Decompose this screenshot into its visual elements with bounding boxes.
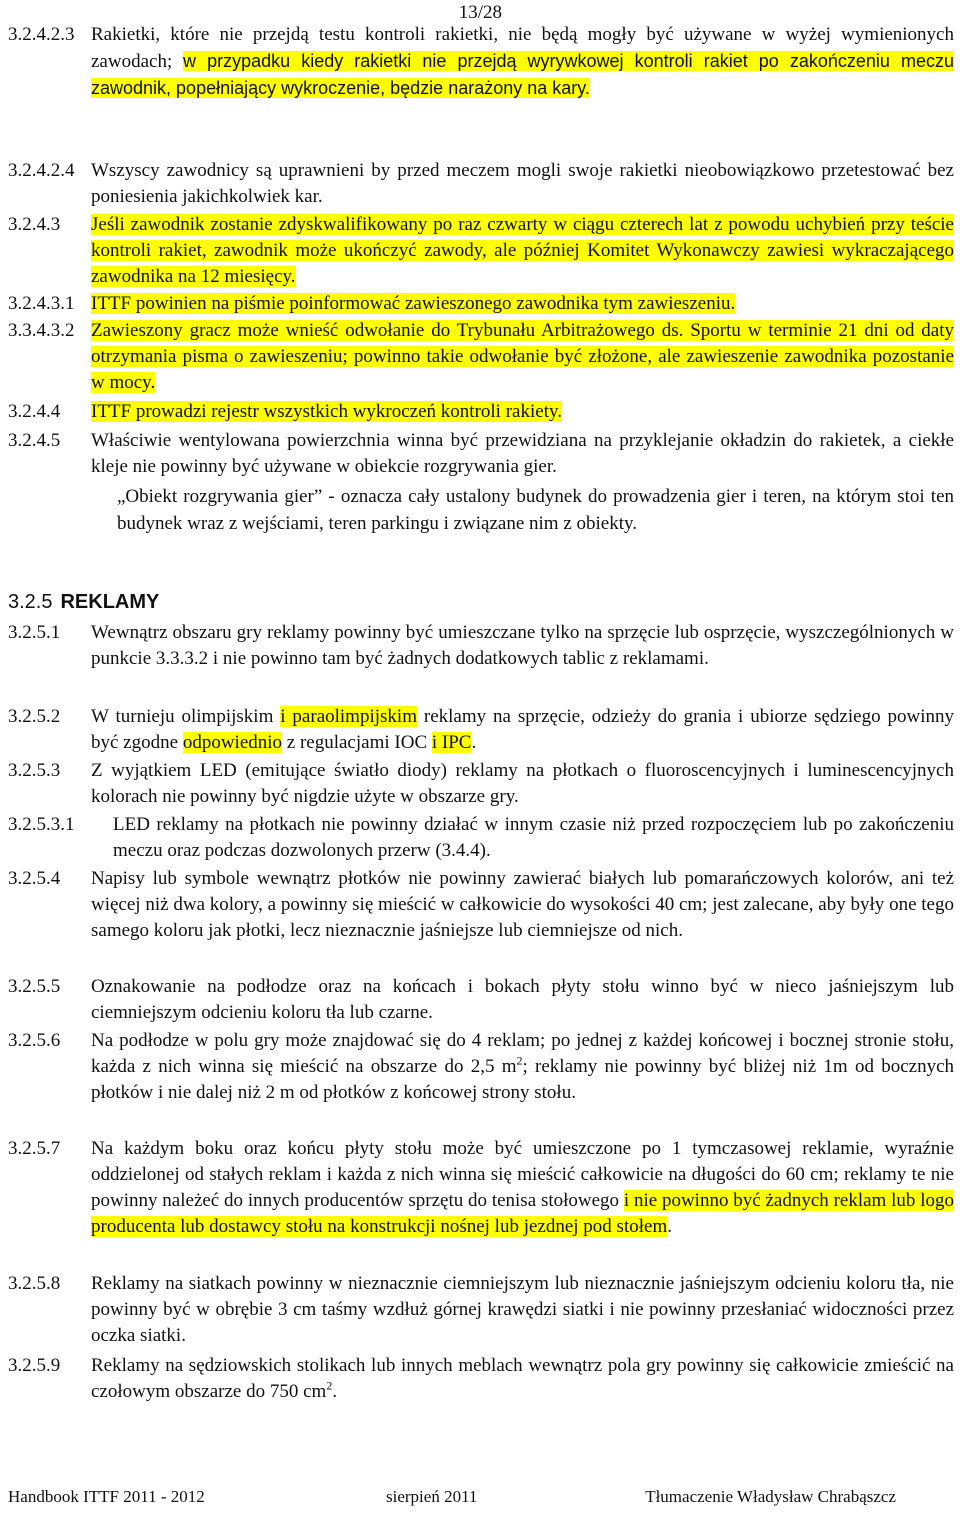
rule-number: 3.2.5.7 (8, 1138, 61, 1159)
rule-number: 3.2.5.3 (8, 760, 61, 781)
rule-text (91, 158, 954, 210)
highlighted-text: odpowiednio (182, 732, 283, 753)
rule-text (113, 812, 954, 864)
rule-3-2-5-9 (8, 1353, 954, 1405)
rule-number: 3.2.4.3.1 (8, 293, 75, 314)
rule-text (91, 1353, 954, 1405)
highlighted-text: i paraolimpijskim (280, 706, 417, 727)
rule-number: 3.2.4.2.3 (8, 24, 75, 45)
text-run: z regulacjami IOC (282, 732, 432, 753)
rule-3-3-4-3-2 (8, 318, 954, 396)
highlighted-text: ITTF prowadzi rejestr wszystkich wykroczeń kontroli rakiety. (91, 401, 562, 422)
rule-3-2-4-5 (8, 428, 954, 480)
rule-3-2-5-3-1 (8, 812, 954, 864)
superscript: 2 (516, 1053, 523, 1068)
page-number: 13/28 (458, 2, 502, 23)
rule-text (91, 758, 954, 810)
text-run: Z wyjątkiem LED (emitujące światło diody) reklamy na płotkach o fluoroscencyjnych i luminescencyjnych kolorach nie powinny być nigdzie użyte w obszarze gry. (91, 760, 954, 807)
rule-3-2-4-2-4 (8, 158, 954, 210)
rule-text (91, 428, 954, 480)
text-run: . (332, 1381, 338, 1402)
rule-3-2-4-2-3 (8, 22, 954, 102)
rule-text (91, 1271, 954, 1349)
text-run: Właściwie wentylowana powierzchnia winna być przewidziana na przyklejanie okładzin do rakietek, a ciekłe kleje nie powinny być używane w obiekcie rozgrywania gier. (91, 430, 954, 477)
rule-text (91, 620, 954, 672)
rule-number: 3.2.5.4 (8, 868, 61, 889)
highlighted-text: i IPC (431, 732, 472, 753)
rule-3-2-5-8 (8, 1271, 954, 1349)
rule-3-2-5-2 (8, 704, 954, 756)
rule-number: 3.3.4.3.2 (8, 320, 75, 341)
highlighted-text: ITTF powinien na piśmie poinformować zawieszonego zawodnika tym zawieszeniu. (91, 293, 736, 314)
highlighted-text: Jeśli zawodnik zostanie zdyskwalifikowany po raz czwarty w ciągu czterech lat z powodu uchybień przy teście kontroli rakiet, zawodnik może ukończyć zawody, ale później Komitet Wykonawczy zawiesi wykraczającego zawodnika na 12 miesięcy. (91, 214, 954, 287)
rule-text (91, 1028, 954, 1106)
rule-number: 3.2.5.3.1 (8, 814, 75, 835)
text-run: Wszyscy zawodnicy są uprawnieni by przed meczem mogli swoje rakietki nieobowiązkowo przetestować bez poniesienia jakichkolwiek kar. (91, 160, 954, 207)
rule-text (91, 212, 954, 290)
section-number: 3.2.5 (8, 591, 53, 613)
text-run: Wewnątrz obszaru gry reklamy powinny być umieszczane tylko na sprzęcie lub osprzęcie, wyszczególnionych w punkcie 3.3.3.2 i nie powinno tam być żadnych dodatkowych tablic z reklamami. (91, 622, 954, 669)
text-run: LED reklamy na płotkach nie powinny działać w innym czasie niż przed rozpoczęciem lub po zakończeniu meczu oraz podczas dozwolonych przerw (3.4.4). (113, 814, 954, 861)
rule-text (91, 704, 954, 756)
rule-text (91, 399, 954, 425)
rule-3-2-5-5 (8, 974, 954, 1026)
rule-text (91, 974, 954, 1026)
rule-3-2-4-4 (8, 399, 954, 425)
footer-right: Tłumaczenie Władysław Chrabąszcz (645, 1487, 896, 1506)
rule-number: 3.2.5.9 (8, 1355, 61, 1376)
rule-text (91, 291, 954, 317)
rule-number: 3.2.5.2 (8, 706, 61, 727)
rule-number: 3.2.4.2.4 (8, 160, 75, 181)
rule-text (91, 22, 954, 102)
rule-number: 3.2.5.5 (8, 976, 61, 997)
text-run: Reklamy na siatkach powinny w nieznacznie ciemniejszym lub nieznacznie jaśniejszym odcieniu koloru tła, nie powinny być w obrębie 3 cm taśmy wzdłuż górnej krawędzi siatki i nie powinny przesłaniać widoczności przez oczka siatki. (91, 1273, 954, 1346)
rule-text (91, 318, 954, 396)
rule-number: 3.2.4.5 (8, 430, 61, 451)
rule-text (91, 1136, 954, 1240)
rule-number: 3.2.5.8 (8, 1273, 61, 1294)
text-run: Oznakowanie na podłodze oraz na końcach i bokach płyty stołu winno być w nieco jaśniejszym lub ciemniejszym odcieniu koloru tła lub czarne. (91, 976, 954, 1023)
rule-text (91, 866, 954, 944)
highlighted-text: Zawieszony gracz może wnieść odwołanie do Trybunału Arbitrażowego ds. Sportu w terminie 21 dni od daty otrzymania pisma o zawieszeniu; powinno takie odwołanie być złożone, ale zawieszenie zawodnika pozostanie w mocy. (91, 320, 954, 393)
text-run: W turnieju olimpijskim (91, 706, 281, 727)
rule-3-2-4-3 (8, 212, 954, 290)
text-run: Na każdym boku oraz końcu płyty stołu może być umieszczone po 1 tymczasowej reklamie, wyraźnie oddzielonej od stałych reklam i każda z nich winna się mieścić całkowicie na długości do 60 cm; reklamy te nie powinny należeć do innych producentów sprzętu do tenisa stołowego (91, 1138, 954, 1211)
text-run: reklamy na sprzęcie, odzieży do grania i ubiorze sędziego powinny być zgodne (91, 706, 954, 753)
venue-definition-note: „Obiekt rozgrywania gier” - oznacza cały ustalony budynek do prowadzenia gier i teren, na którym stoi ten budynek wraz z wejściami, teren parkingu i związane nim z obiekty. (117, 486, 954, 534)
text-run: Napisy lub symbole wewnątrz płotków nie powinny zawierać białych lub pomarańczowych kolorów, ani też więcej niż dwa kolory, a powinny się mieścić w całkowicie do wysokości 40 cm; jest zalecane, aby były one tego samego koloru jak płotki, lecz nieznacznie jaśniejsze lub ciemniejsze od nich. (91, 868, 954, 941)
rule-3-2-5-4 (8, 866, 954, 944)
text-run: Reklamy na sędziowskich stolikach lub innych meblach wewnątrz pola gry powinny się całkowicie zmieścić na czołowym obszarze do 750 cm (91, 1355, 954, 1402)
rule-3-2-5-3 (8, 758, 954, 810)
text-run: . (667, 1216, 672, 1237)
footer-left: Handbook ITTF 2011 - 2012 (8, 1487, 205, 1506)
rule-number: 3.2.5.1 (8, 622, 61, 643)
rule-3-2-5-1 (8, 620, 954, 672)
highlighted-text: w przypadku kiedy rakietki nie przejdą wyrywkowej kontroli rakiet po zakończeniu meczu zawodnik, popełniający wykroczenie, będzie narażony na kary. (91, 51, 954, 98)
rule-number: 3.2.4.4 (8, 401, 61, 422)
text-run: . (471, 732, 477, 753)
superscript: 2 (326, 1378, 333, 1393)
rule-3-2-4-3-1 (8, 291, 954, 317)
rule-3-2-5-6 (8, 1028, 954, 1106)
highlighted-text: i nie powinno być żadnych reklam lub logo producenta lub dostawcy stołu na konstrukcji nośnej lub jezdnej pod stołem (91, 1190, 954, 1237)
text-run: ; reklamy nie powinny być bliżej niż 1m od bocznych płotków i nie dalej niż 2 m od płotków z końcowej strony stołu. (91, 1056, 954, 1103)
rule-number: 3.2.4.3 (8, 214, 61, 235)
footer-center: sierpień 2011 (386, 1487, 478, 1506)
rule-3-2-5-7 (8, 1136, 954, 1240)
section-title: REKLAMY (60, 591, 160, 613)
text-run: Na podłodze w polu gry może znajdować się do 4 reklam; po jednej z każdej końcowej i bocznej stronie stołu, każda z nich winna się mieścić na obszarze do 2,5 m (91, 1030, 954, 1077)
section-heading (8, 589, 159, 615)
rule-number: 3.2.5.6 (8, 1030, 61, 1051)
text-run: Rakietki, które nie przejdą testu kontroli rakietki, nie będą mogły być używane w wyżej wymienionych zawodach; (91, 24, 954, 72)
